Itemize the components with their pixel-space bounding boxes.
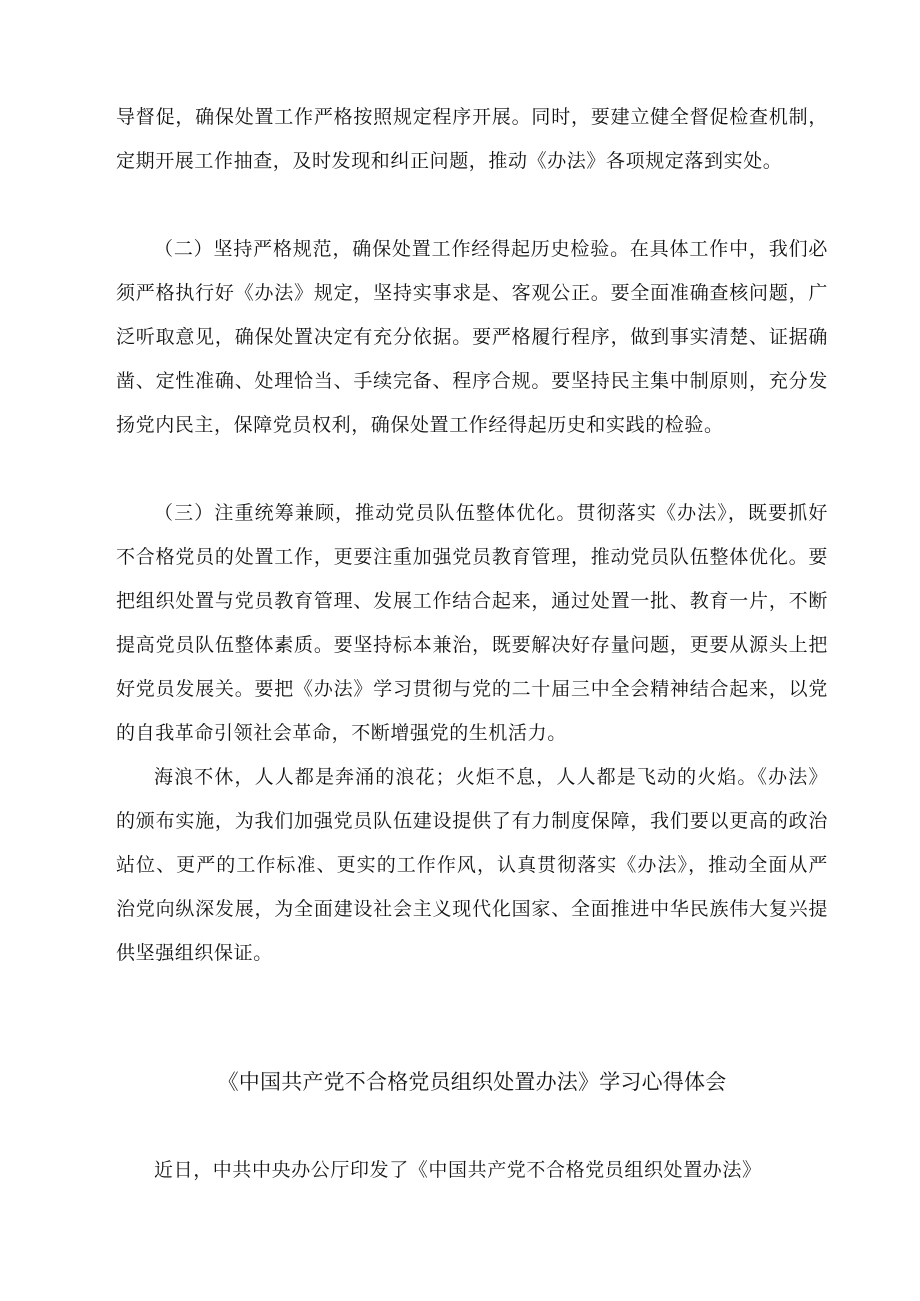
paragraph-continuation: 导督促，确保处置工作严格按照规定程序开展。同时，要建立健全督促检查机制，定期开展工作抽查，及时发现和纠正问题，推动《办法》各项规定落到实处。	[116, 106, 828, 172]
paragraph-intro: 近日，中共中央办公厅印发了《中国共产党不合格党员组织处置办法》	[154, 1159, 762, 1181]
paragraph-point-three: （三）注重统筹兼顾，推动党员队伍整体优化。贯彻落实《办法》，既要抓好不合格党员的处置工作，更要注重加强党员教育管理，推动党员队伍整体优化。要把组织处置与党员教育管理、发展工作结合起来，通过处置一批、教育一片，不断提高党员队伍整体素质。要坚持标本兼治，既要解决好存量问题，更要从源头上把好党员发展关。要把《办法》学习贯彻与党的二十届三中全会精神结合起来，以党的自我革命引领社会革命，不断增强党的生机活力。	[116, 502, 828, 744]
section-title: 《中国共产党不合格党员组织处置办法》学习心得体会	[217, 1070, 727, 1094]
paragraph-point-two: （二）坚持严格规范，确保处置工作经得起历史检验。在具体工作中，我们必须严格执行好《办法》规定，坚持实事求是、客观公正。要全面准确查核问题，广泛听取意见，确保处置决定有充分依据。要严格履行程序，做到事实清楚、证据确凿、定性准确、处理恰当、手续完备、程序合规。要坚持民主集中制原则，充分发扬党内民主，保障党员权利，确保处置工作经得起历史和实践的检验。	[116, 238, 828, 436]
paragraph-conclusion: 海浪不休，人人都是奔涌的浪花；火炬不息，人人都是飞动的火焰。《办法》的颁布实施，为我们加强党员队伍建设提供了有力制度保障，我们要以更高的政治站位、更严的工作标准、更实的工作作风，认真贯彻落实《办法》，推动全面从严治党向纵深发展，为全面建设社会主义现代化国家、全面推进中华民族伟大复兴提供坚强组织保证。	[116, 766, 828, 964]
